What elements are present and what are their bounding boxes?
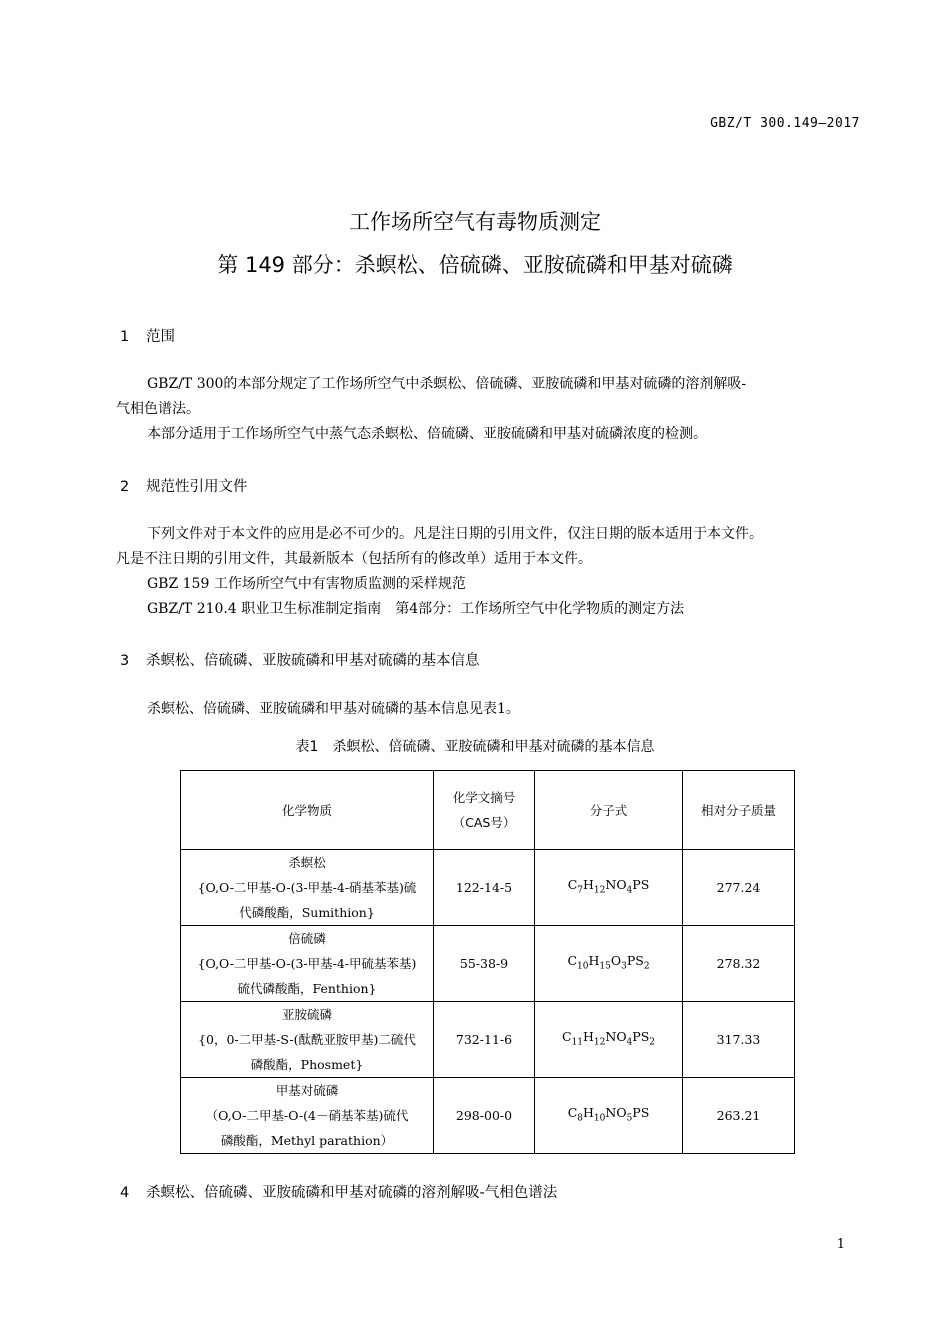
formula-subscript: 10 — [577, 961, 589, 972]
cell-formula — [535, 1002, 683, 1078]
document-title-line2: 第 149 部分：杀螟松、倍硫磷、亚胺硫磷和甲基对硫磷 — [217, 253, 733, 277]
cell-formula — [535, 926, 683, 1002]
formula-subscript: 7 — [577, 885, 584, 896]
formula-element: PS — [632, 876, 650, 892]
substance-name-line: 磷酸酯，Phosmet} — [250, 1057, 364, 1072]
table-row — [181, 1002, 795, 1078]
formula-element: PS — [632, 1028, 650, 1044]
s2-para1-line2: 凡是不注日期的引用文件，其最新版本（包括所有的修改单）适用于本文件。 — [116, 551, 592, 567]
formula-subscript: 3 — [621, 961, 627, 972]
formula-element: PS — [632, 1104, 650, 1120]
table-row — [181, 1078, 795, 1154]
substance-name-line: 代磷酸酯，Sumithion} — [239, 905, 375, 920]
formula-element: H — [588, 952, 600, 968]
s2-para1-line1: 下列文件对于本文件的应用是必不可少的。凡是注日期的引用文件，仅注日期的版本适用于本文件。 — [147, 526, 763, 542]
table-caption: 表1 杀螟松、倍硫磷、亚胺硫磷和甲基对硫磷的基本信息 — [295, 739, 655, 755]
cell-substance — [181, 1002, 434, 1078]
formula-element: NO — [605, 876, 627, 892]
cell-formula — [535, 1078, 683, 1154]
substance-name-line: {O,O-二甲基-O-(3-甲基-4-甲硫基苯基) — [197, 956, 417, 971]
substance-name-line: 硫代磷酸酯，Fenthion} — [237, 981, 377, 996]
cell-cas: 122-14-5 — [434, 850, 535, 926]
document-title-line1: 工作场所空气有毒物质测定 — [349, 210, 601, 234]
cell-formula — [535, 850, 683, 926]
s1-para1-line1: GBZ/T 300的本部分规定了工作场所空气中杀螟松、倍硫磷、亚胺硫磷和甲基对硫磷的溶剂解吸- — [147, 376, 747, 392]
formula-element: H — [583, 876, 594, 892]
cell-cas: 732-11-6 — [434, 1002, 535, 1078]
formula-subscript: 2 — [649, 1037, 656, 1048]
formula-subscript: 15 — [599, 961, 611, 972]
section-title: 杀螟松、倍硫磷、亚胺硫磷和甲基对硫磷的溶剂解吸-气相色谱法 — [146, 1185, 558, 1201]
cell-substance — [181, 850, 434, 926]
formula-element: C — [567, 1104, 578, 1120]
substance-name-line: 杀螟松 — [288, 855, 326, 870]
section-number: 2 — [120, 479, 130, 495]
header-mass: 相对分子质量 — [683, 771, 795, 850]
header-cas-line2: （CAS号） — [452, 815, 516, 830]
header-substance: 化学物质 — [181, 771, 434, 850]
header-cas — [434, 771, 535, 850]
section-number: 1 — [120, 329, 130, 345]
s1-para1-line2: 气相色谱法。 — [116, 401, 200, 417]
section-title: 规范性引用文件 — [146, 479, 248, 495]
table-header-row — [181, 771, 795, 850]
cell-cas: 298-00-0 — [434, 1078, 535, 1154]
header-cas-line1: 化学文摘号 — [452, 790, 516, 805]
s3-para1: 杀螟松、倍硫磷、亚胺硫磷和甲基对硫磷的基本信息见表1。 — [147, 701, 520, 717]
substance-name-line: 亚胺硫磷 — [281, 1007, 332, 1022]
section-1-heading — [120, 325, 175, 346]
section-number: 3 — [120, 653, 130, 669]
formula-subscript: 10 — [593, 1113, 606, 1124]
section-title: 杀螟松、倍硫磷、亚胺硫磷和甲基对硫磷的基本信息 — [146, 653, 480, 669]
formula-element: O — [610, 952, 622, 968]
cell-mass: 317.33 — [683, 1002, 795, 1078]
s2-reference-2: GBZ/T 210.4 职业卫生标准制定指南 第4部分：工作场所空气中化学物质的测定方法 — [147, 601, 685, 617]
formula-element: C — [561, 1028, 572, 1044]
cell-mass: 278.32 — [683, 926, 795, 1002]
page-number: 1 — [836, 1237, 845, 1252]
substance-name-line: 甲基对硫磷 — [275, 1083, 339, 1098]
formula-element: C — [567, 952, 578, 968]
table-row — [181, 926, 795, 1002]
section-title: 范围 — [146, 329, 175, 345]
s1-para2: 本部分适用于工作场所空气中蒸气态杀螟松、倍硫磷、亚胺硫磷和甲基对硫磷浓度的检测。 — [147, 426, 707, 442]
standard-code: GBZ/T 300.149—2017 — [710, 116, 860, 131]
formula-element: H — [583, 1028, 594, 1044]
formula-subscript: 2 — [643, 961, 650, 972]
cell-mass: 263.21 — [683, 1078, 795, 1154]
formula-subscript: 4 — [626, 885, 633, 896]
header-formula: 分子式 — [535, 771, 683, 850]
cell-substance — [181, 1078, 434, 1154]
s2-reference-1: GBZ 159 工作场所空气中有害物质监测的采样规范 — [147, 576, 466, 592]
cell-mass: 277.24 — [683, 850, 795, 926]
substance-name-line: 倍硫磷 — [288, 931, 326, 946]
substance-name-line: 磷酸酯，Methyl parathion） — [220, 1133, 394, 1148]
section-4-heading — [120, 1181, 557, 1202]
table-row — [181, 850, 795, 926]
basic-info-table — [180, 770, 795, 1154]
formula-subscript: 12 — [593, 885, 606, 896]
cell-cas: 55-38-9 — [434, 926, 535, 1002]
section-3-heading — [120, 649, 480, 670]
cell-substance — [181, 926, 434, 1002]
substance-name-line: {O,O-二甲基-O-(3-甲基-4-硝基苯基)硫 — [197, 880, 417, 895]
formula-subscript: 5 — [626, 1113, 633, 1124]
formula-subscript: 8 — [577, 1113, 584, 1124]
section-2-heading — [120, 475, 248, 496]
formula-subscript: 11 — [571, 1037, 584, 1048]
formula-element: H — [583, 1104, 594, 1120]
substance-name-line: {0，0-二甲基-S-(酞酰亚胺甲基)二硫代 — [198, 1032, 416, 1047]
formula-element: NO — [605, 1104, 627, 1120]
section-number: 4 — [120, 1185, 130, 1201]
formula-subscript: 12 — [593, 1037, 606, 1048]
formula-subscript: 4 — [626, 1037, 633, 1048]
formula-element: C — [567, 876, 578, 892]
substance-name-line: （O,O-二甲基-O-(4－硝基苯基)硫代 — [205, 1108, 409, 1123]
formula-element: PS — [626, 952, 644, 968]
formula-element: NO — [605, 1028, 627, 1044]
